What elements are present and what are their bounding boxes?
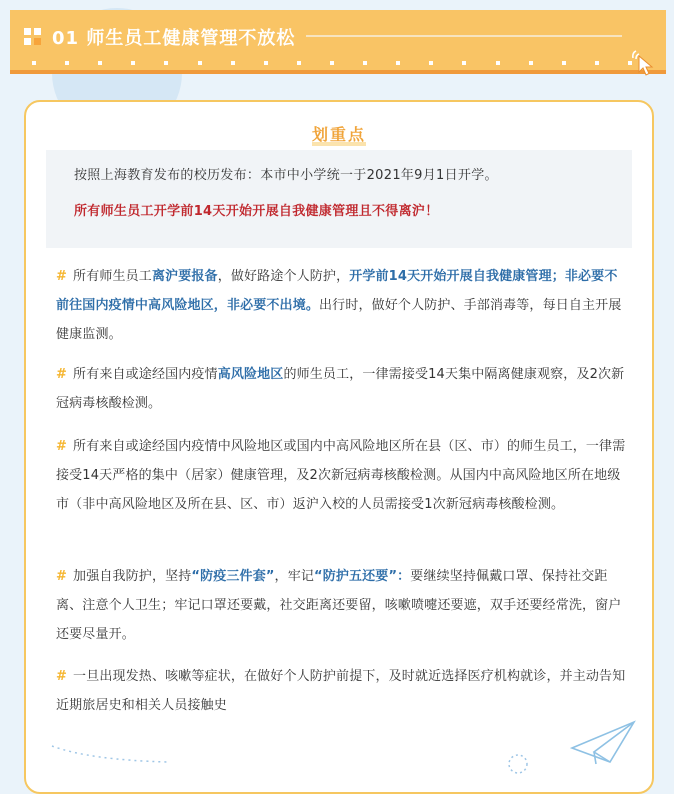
text-run: 加强自我防护，坚持 [73,569,192,584]
cursor-click-icon [630,48,658,76]
school-start-notice: 按照上海教育发布的校历发布：本市中小学统一于2021年9月1日开学。 [74,168,498,183]
card-title: 划重点 [311,125,366,144]
hash-bullet-icon: # [56,569,68,584]
paragraph-medium-risk [56,432,626,519]
hash-bullet-icon: # [56,669,68,684]
section-title: 01 师生员工健康管理不放松 [52,28,296,49]
hash-bullet-icon: # [56,367,68,382]
text-run: 一旦出现发热、咳嗽等症状，在做好个人防护前提下，及时就近选择医疗机构就诊，并主动告知近期旅居史和相关人员接触史 [56,669,626,713]
text-run: 所有来自或途经国内疫情 [73,367,218,382]
text-run: 的师生员工，一律需接受14天集中隔离健康观察，及2次新冠病毒核酸检测。 [56,367,625,411]
paragraph-travel-report [56,262,626,349]
text-run: 所有师生员工 [73,269,152,284]
text-run: 所有来自或途经国内疫情中风险地区或国内中高风险地区所在县（区、市）的师生员工，一律需接受14天严格的集中（居家）健康管理，及2次新冠病毒核酸检测。从国内中高风险地区所在地级市（非中高风险地区及所在县、区、市）返沪入校的人员需接受1次新冠病毒核酸检测。 [56,439,626,512]
text-run: ，牢记 [274,569,314,584]
emphasis-text: 高风险地区 [217,367,284,382]
text-run: 要继续坚持佩戴口罩、保持社交距离、注意个人卫生；牢记口罩还要戴，社交距离还要留，咳嗽喷嚏还要遮，双手还要经常洗，窗户还要尽量开。 [56,569,622,642]
paper-plane-icon [570,718,636,766]
section-header [10,10,666,74]
paragraph-self-protection [56,562,626,649]
content-card [24,100,654,794]
hash-bullet-icon: # [56,269,68,284]
emphasis-text: “防疫三件套” [191,569,275,584]
ring-decoration [506,752,530,776]
emphasis-text: 开学前14天开始开展自我健康管理；非必要不前往国内疫情中高风险地区，非必要不出境。 [56,269,618,313]
text-run: 出行时，做好个人防护、手部消毒等，每日自主开展健康监测。 [56,298,622,342]
key-point-box [46,150,632,248]
health-warning: 所有师生员工开学前14天开始开展自我健康管理且不得离沪！ [74,204,439,219]
header-divider [306,35,622,37]
grid-squares-icon [24,28,44,48]
emphasis-text: 离沪要报备 [151,269,218,284]
header-tick-row [32,61,632,66]
paragraph-high-risk [56,360,626,418]
emphasis-text: “防护五还要”： [314,569,411,584]
hash-bullet-icon: # [56,439,68,454]
dotted-curve-decoration [50,738,170,768]
text-run: ，做好路途个人防护， [217,269,350,284]
paragraph-symptoms [56,662,626,720]
